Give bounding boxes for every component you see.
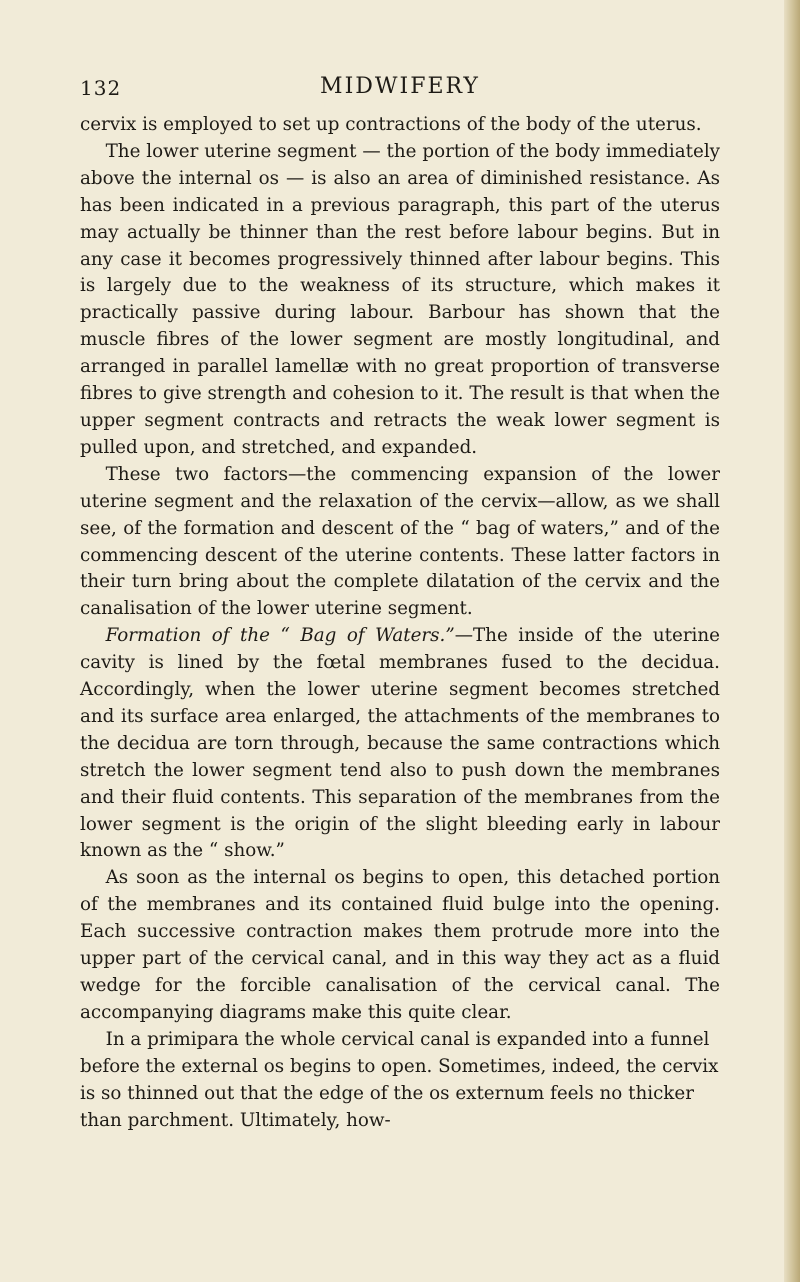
paragraph-text: These two factors—the commencing expansion of the lower uterine segment and the relaxation of the cervix—allow, as we shall see, of the formation and descent of the “ bag of waters,” and of the commencing descent of the uterine contents. These latter factors in their turn bring about the complete dilatation of the cervix and the canalisation of the lower uterine segment. [80, 463, 720, 620]
paragraph-text: The lower uterine segment — the portion of the body immediately above the internal os — is also an area of diminished resistance. As has been indicated in a previous paragraph, this part of the uterus may actually be thinner than the rest before labour begins. But in any case it becomes progressively thinned after labour begins. This is largely due to the weakness of its structure, which makes it practically passive during labour. Barbour has shown that the muscle fibres of the lower segment are mostly longitudinal, and arranged in parallel lamellæ with no great proportion of transverse fibres to give strength and cohesion to it. The result is that when the upper segment contracts and retracts the weak lower segment is pulled upon, and stretched, and expanded. [80, 140, 720, 458]
paragraph-text: In a primipara the whole cervical canal is expanded into a funnel before the external os begins to open. Sometimes, indeed, the cervix is so thinned out that the edge of the os externum feels no thicker than parchment. Ultimately, how- [80, 1028, 719, 1131]
paragraph-two-factors [80, 462, 720, 623]
paragraph-text: cervix is employed to set up contractions of the body of the uterus. [80, 114, 702, 135]
paragraph-text: As soon as the internal os begins to open, this detached portion of the membranes and its contained fluid bulge into the opening. Each successive contraction makes them protrude more into the upper part of the cervical canal, and in this way they act as a fluid wedge for the forcible canalisation of the cervical canal. The accompanying diagrams make this quite clear. [80, 867, 720, 1023]
body-text [80, 112, 720, 1134]
running-title: MIDWIFERY [320, 74, 480, 99]
paragraph-primipara [80, 1027, 720, 1135]
page-edge-shadow [784, 0, 800, 1282]
paragraph-continuation [80, 112, 720, 139]
paragraph-text: —The inside of the uterine cavity is lined by the fœtal membranes fused to the decidua. Accordingly, when the lower uterine segment becomes stretched and its surface area enlarged, the attachments of the membranes to the decidua are torn through, because the same contractions which stretch the lower segment tend also to push down the membranes and their fluid contents. This separation of the membranes from the lower segment is the origin of the slight bleeding early in labour known as the “ show.” [80, 625, 720, 862]
section-heading: Formation of the “ Bag of Waters.” [105, 625, 455, 647]
paragraph-bag-of-waters [80, 623, 720, 865]
page-number: 132 [80, 76, 122, 100]
paragraph-lower-uterine-segment [80, 139, 720, 462]
paragraph-internal-os [80, 865, 720, 1026]
page-header [80, 74, 720, 114]
